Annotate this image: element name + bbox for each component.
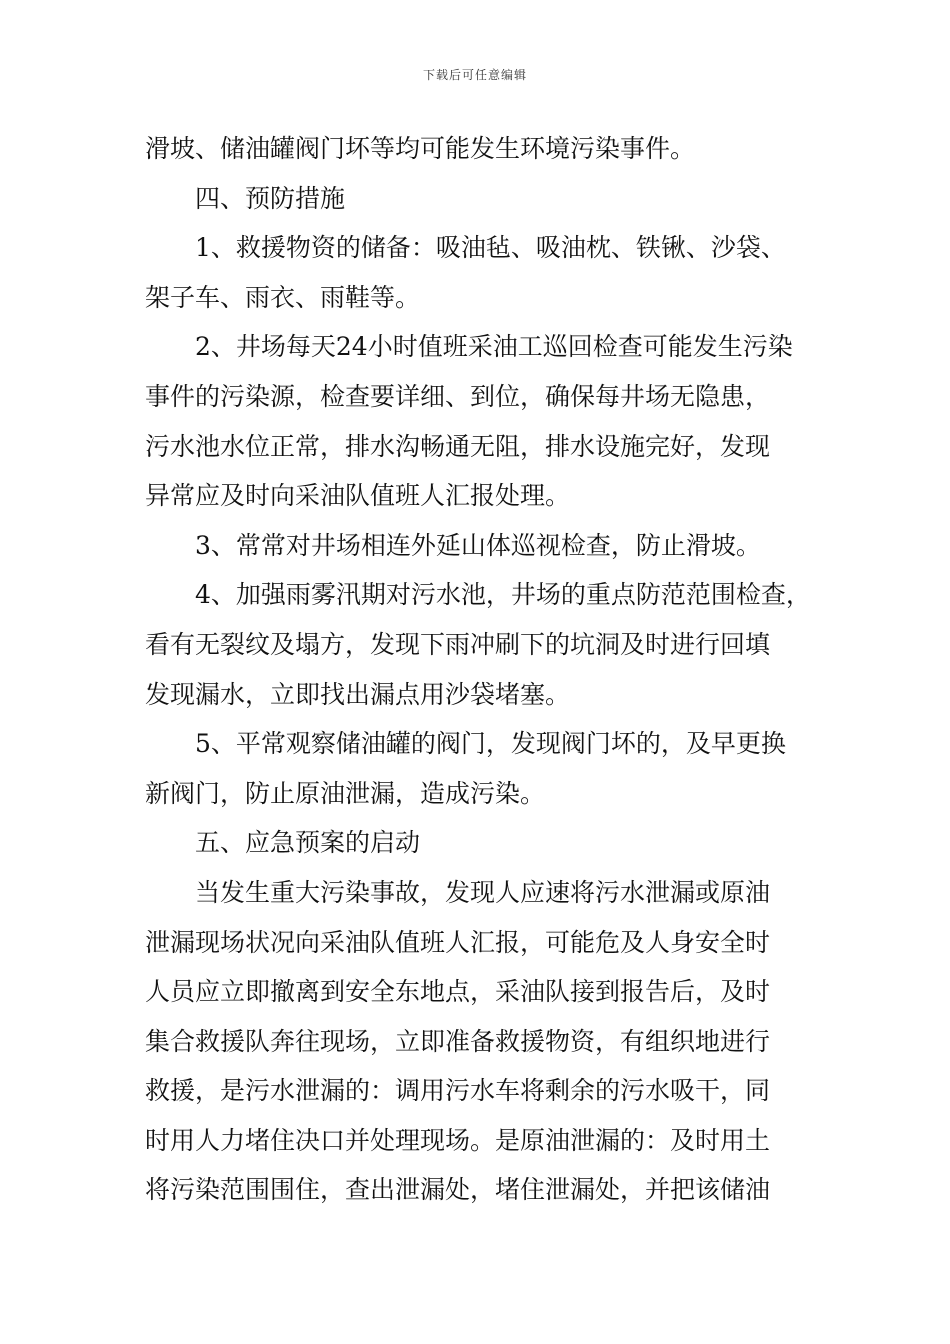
text-line: 时用人力堵住决口并处理现场。是原油泄漏的：及时用土: [145, 1125, 771, 1155]
text-line: 当发生重大污染事故，发现人应速将污水泄漏或原油: [195, 877, 771, 907]
text-line: 发现漏水，立即找出漏点用沙袋堵塞。: [145, 679, 571, 709]
text-line: 5、平常观察储油罐的阀门，发现阀门坏的，及早更换: [195, 729, 786, 759]
text-line: 将污染范围围住，查出泄漏处，堵住泄漏处，并把该储油: [145, 1175, 771, 1205]
text-line: 新阀门，防止原油泄漏，造成污染。: [145, 778, 546, 808]
text-line: 2、井场每天24小时值班采油工巡回检查可能发生污染: [195, 332, 793, 362]
text-line: 架子车、雨衣、雨鞋等。: [145, 282, 421, 312]
text-line: 人员应立即撤离到安全东地点，采油队接到报告后，及时: [145, 977, 771, 1007]
text-line: 事件的污染源，检查要详细、到位，确保每井场无隐患，: [145, 381, 771, 411]
text-line: 集合救援队奔往现场，立即准备救援物资，有组织地进行: [145, 1026, 771, 1056]
section-heading: 五、应急预案的启动: [195, 828, 421, 858]
text-line: 1、救援物资的储备：吸油毡、吸油枕、铁锹、沙袋、: [195, 233, 786, 263]
section-heading: 四、预防措施: [195, 183, 346, 213]
text-line: 救援，是污水泄漏的：调用污水车将剩余的污水吸干，同: [145, 1076, 771, 1106]
text-line: 4、加强雨雾汛期对污水池，井场的重点防范范围检查，: [195, 580, 811, 610]
document-body: [145, 124, 825, 1215]
text-line: 污水池水位正常，排水沟畅通无阻，排水设施完好，发现: [145, 431, 771, 461]
text-line: 滑坡、储油罐阀门坏等均可能发生环境污染事件。: [145, 134, 696, 163]
text-line: 泄漏现场状况向采油队值班人汇报，可能危及人身安全时: [145, 927, 771, 957]
page-header-note: 下载后可任意编辑: [422, 68, 527, 82]
text-line: 看有无裂纹及塌方，发现下雨冲刷下的坑洞及时进行回填: [145, 629, 771, 659]
text-line: 3、常常对井场相连外延山体巡视检查，防止滑坡。: [195, 530, 761, 560]
text-line: 异常应及时向采油队值班人汇报处理。: [145, 481, 571, 511]
